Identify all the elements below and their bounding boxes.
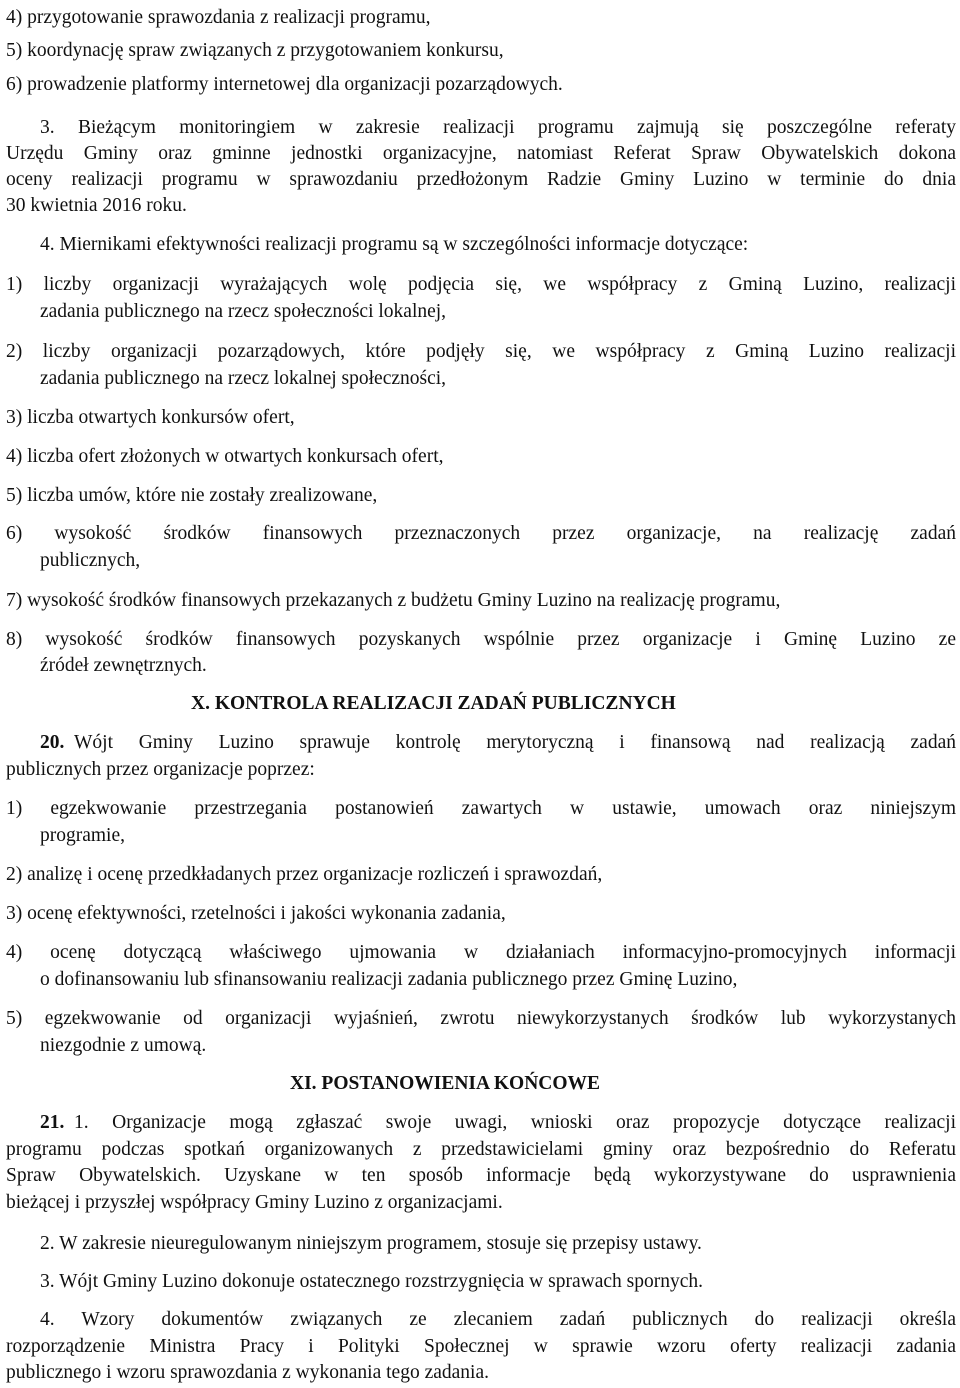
list-item-continuation: niezgodnie z umową. — [40, 1035, 207, 1056]
list-item: 6) wysokość środków finansowych przeznaczonych przez organizacje, na realizację zadań — [6, 523, 956, 544]
paragraph-line: Spraw Obywatelskich. Uzyskane w ten sposób informacje będą wykorzystywane do usprawnienia — [6, 1165, 956, 1186]
list-item: 6) prowadzenie platformy internetowej dla organizacji pozarządowych. — [6, 74, 563, 95]
list-item: 2) liczby organizacji pozarządowych, które podjęły się, we współpracy z Gminą Luzino realizacji — [6, 341, 956, 362]
paragraph-line: 4. Wzory dokumentów związanych ze zlecaniem zadań publicznych do realizacji określa — [40, 1309, 956, 1330]
list-item: 8) wysokość środków finansowych pozyskanych wspólnie przez organizacje i Gminę Luzino ze — [6, 629, 956, 650]
list-item: 3) liczba otwartych konkursów ofert, — [6, 407, 295, 428]
paragraph-line: publicznych przez organizacje poprzez: — [6, 759, 315, 780]
paragraph-line: publicznego i wzoru sprawozdania z wykonania tego zadania. — [6, 1362, 489, 1383]
paragraph-line: 4. Miernikami efektywności realizacji programu są w szczególności informacje dotyczące: — [40, 234, 749, 255]
list-item: 4) liczba ofert złożonych w otwartych konkursach ofert, — [6, 446, 444, 467]
list-item: 2) analizę i ocenę przedkładanych przez organizacje rozliczeń i sprawozdań, — [6, 864, 603, 885]
paragraph-number: 21. — [40, 1112, 65, 1133]
list-item: 7) wysokość środków finansowych przekazanych z budżetu Gminy Luzino na realizację programu, — [6, 590, 781, 611]
paragraph-line: rozporządzenie Ministra Pracy i Polityki Społecznej w sprawie wzoru oferty realizacji zadania — [6, 1336, 956, 1357]
paragraph-line: 2. W zakresie nieuregulowanym niniejszym programem, stosuje się przepisy ustawy. — [40, 1233, 702, 1254]
list-item: 3) ocenę efektywności, rzetelności i jakości wykonania zadania, — [6, 903, 506, 924]
paragraph-line: bieżącej i przyszłej współpracy Gminy Luzino z organizacjami. — [6, 1192, 503, 1213]
list-item-continuation: zadania publicznego na rzecz społeczności lokalnej, — [40, 301, 447, 322]
list-item: 5) liczba umów, które nie zostały zrealizowane, — [6, 485, 378, 506]
paragraph-number: 20. — [40, 732, 65, 753]
paragraph-line: 1. Organizacje mogą zgłaszać swoje uwagi, wnioski oraz propozycje dotyczące realizacji — [74, 1112, 956, 1133]
section-heading: X. KONTROLA REALIZACJI ZADAŃ PUBLICZNYCH — [191, 693, 676, 714]
paragraph-line: oceny realizacji programu w sprawozdaniu przedłożonym Radzie Gminy Luzino w terminie do dnia — [6, 169, 956, 190]
list-item-continuation: publicznych, — [40, 550, 141, 571]
paragraph-line: 30 kwietnia 2016 roku. — [6, 195, 187, 216]
section-heading: XI. POSTANOWIENIA KOŃCOWE — [290, 1073, 601, 1094]
list-item: 5) koordynację spraw związanych z przygotowaniem konkursu, — [6, 40, 504, 61]
paragraph-line: Urzędu Gminy oraz gminne jednostki organizacyjne, natomiast Referat Spraw Obywatelskich dokona — [6, 143, 956, 164]
list-item: 1) liczby organizacji wyrażających wolę podjęcia się, we współpracy z Gminą Luzino, realizacji — [6, 274, 956, 295]
list-item-continuation: o dofinansowaniu lub sfinansowaniu realizacji zadania publicznego przez Gminę Luzino, — [40, 969, 738, 990]
list-item: 4) ocenę dotyczącą właściwego ujmowania w działaniach informacyjno-promocyjnych informacji — [6, 942, 956, 963]
list-item: 4) przygotowanie sprawozdania z realizacji programu, — [6, 7, 431, 28]
list-item: 1) egzekwowanie przestrzegania postanowień zawartych w ustawie, umowach oraz niniejszym — [6, 798, 956, 819]
paragraph-line: 3. Bieżącym monitoringiem w zakresie realizacji programu zajmują się poszczególne referaty — [40, 117, 956, 138]
list-item: 5) egzekwowanie od organizacji wyjaśnień, zwrotu niewykorzystanych środków lub wykorzystanych — [6, 1008, 956, 1029]
list-item-continuation: zadania publicznego na rzecz lokalnej społeczności, — [40, 368, 447, 389]
paragraph-line: 3. Wójt Gminy Luzino dokonuje ostatecznego rozstrzygnięcia w sprawach spornych. — [40, 1271, 703, 1292]
paragraph-line: Wójt Gminy Luzino sprawuje kontrolę merytoryczną i finansową nad realizacją zadań — [74, 732, 956, 753]
paragraph-line: programu podczas spotkań organizowanych z przedstawicielami gminy oraz bezpośrednio do Referatu — [6, 1139, 956, 1160]
list-item-continuation: źródeł zewnętrznych. — [40, 655, 207, 676]
list-item-continuation: programie, — [40, 825, 126, 846]
